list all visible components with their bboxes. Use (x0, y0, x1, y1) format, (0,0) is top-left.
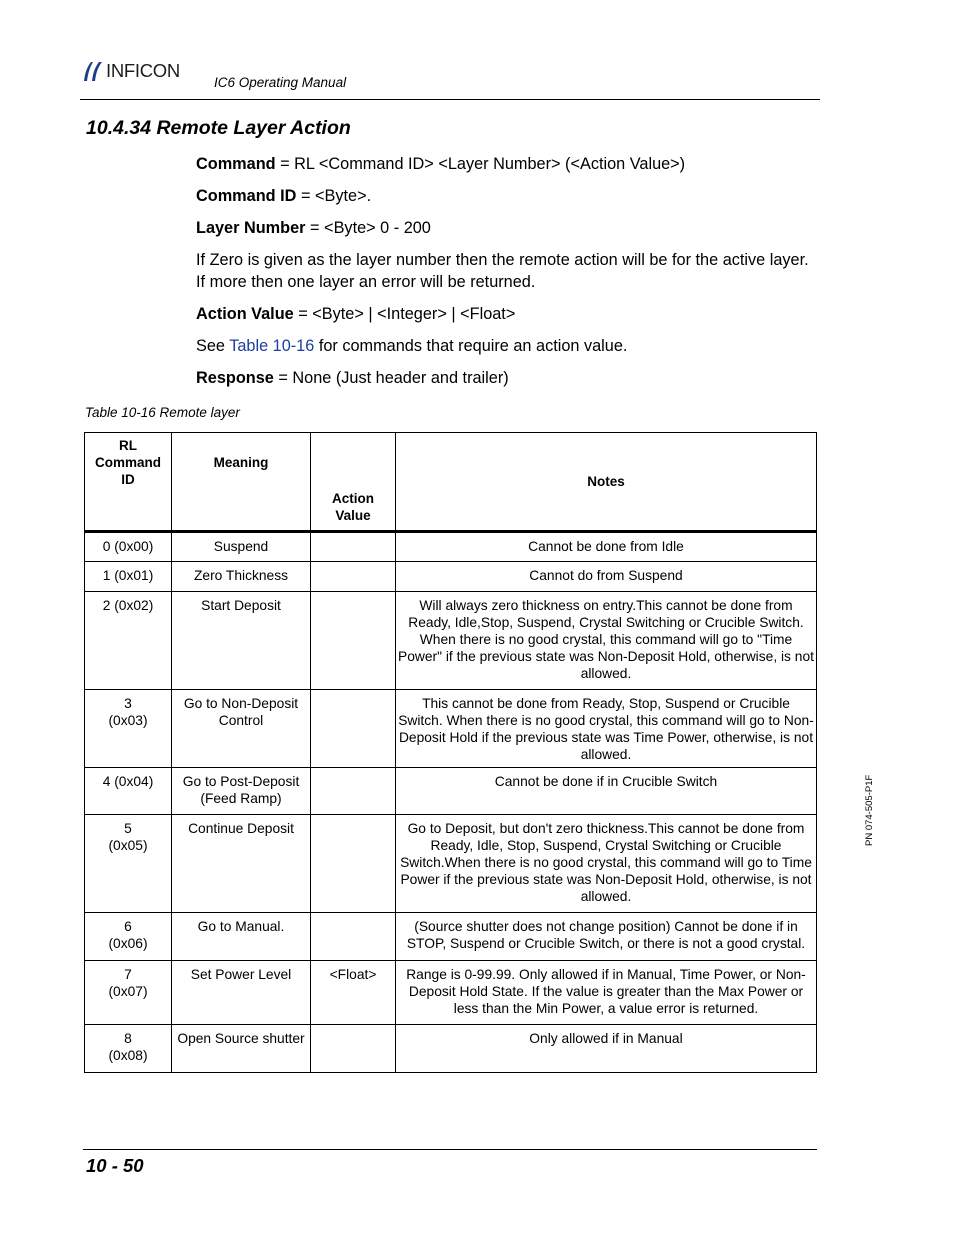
cell-action (311, 690, 396, 768)
cell-meaning: Go to Post-Deposit (Feed Ramp) (172, 768, 311, 815)
cell-id: 4 (0x04) (85, 768, 172, 815)
cell-notes: Cannot be done if in Crucible Switch (396, 768, 817, 815)
header-action-value: Action Value (311, 433, 396, 532)
command-line: Command = RL <Command ID> <Layer Number> (<Action Value>) (196, 155, 686, 173)
manual-title: IC6 Operating Manual (214, 75, 347, 90)
cell-meaning: Go to Non-Deposit Control (172, 690, 311, 768)
command-id-line: Command ID = <Byte>. (196, 187, 372, 205)
cell-notes: Range is 0-99.99. Only allowed if in Manual, Time Power, or Non-Deposit Hold State. If the value is greater than the Max Power or less than the Min Power, a value error is returned. (396, 961, 817, 1025)
inficon-mark-icon (82, 59, 104, 83)
cell-meaning: Zero Thickness (172, 562, 311, 592)
cell-notes: (Source shutter does not change position) Cannot be done if in STOP, Suspend or Crucible Switch, or there is not a good crystal. (396, 913, 817, 961)
table-row (85, 768, 817, 815)
cell-meaning: Start Deposit (172, 592, 311, 690)
cell-id: 5 (0x05) (85, 815, 172, 913)
remote-layer-table (84, 432, 817, 1073)
page-number: 10 - 50 (86, 1155, 144, 1176)
cell-action (311, 532, 396, 562)
cell-id: 3 (0x03) (85, 690, 172, 768)
cell-action: <Float> (311, 961, 396, 1025)
cell-id: 1 (0x01) (85, 562, 172, 592)
table-row (85, 562, 817, 592)
cell-action (311, 562, 396, 592)
cell-id: 8 (0x08) (85, 1025, 172, 1073)
cell-action (311, 1025, 396, 1073)
cell-meaning: Continue Deposit (172, 815, 311, 913)
table-row (85, 961, 817, 1025)
cell-meaning: Suspend (172, 532, 311, 562)
cell-id: 6 (0x06) (85, 913, 172, 961)
logo-text: INFICON (106, 59, 180, 81)
cell-notes: Go to Deposit, but don't zero thickness.This cannot be done from Ready, Idle, Stop, Suspend, Crystal Switching or Crucible Switch.When there is no good crystal, this command will go to Time Power if the previous state was Non-Deposit Hold, otherwise, is not allowed. (396, 815, 817, 913)
cell-action (311, 592, 396, 690)
cell-action (311, 768, 396, 815)
cell-action (311, 815, 396, 913)
cell-id: 2 (0x02) (85, 592, 172, 690)
section-title: 10.4.34 Remote Layer Action (86, 117, 351, 139)
part-number: PN 074-505-P1F (864, 774, 875, 846)
see-line: See Table 10-16 for commands that require an action value. (196, 337, 628, 355)
table-row (85, 690, 817, 768)
cell-notes: Cannot be done from Idle (396, 532, 817, 562)
cell-notes: Only allowed if in Manual (396, 1025, 817, 1073)
cell-id: 7 (0x07) (85, 961, 172, 1025)
header-meaning: Meaning (172, 433, 311, 532)
table-row (85, 815, 817, 913)
table-row (85, 1025, 817, 1073)
action-value-line: Action Value = <Byte> | <Integer> | <Float> (196, 305, 516, 323)
cell-notes: Will always zero thickness on entry.This cannot be done from Ready, Idle,Stop, Suspend, Crystal Switching or Crucible Switch. When there is no good crystal, this command will go to "Time Power" if the previous state was Non-Deposit Hold, otherwise, is not allowed. (396, 592, 817, 690)
cell-id: 0 (0x00) (85, 532, 172, 562)
cell-meaning: Set Power Level (172, 961, 311, 1025)
header-command-id: RL Command ID (85, 433, 172, 532)
zero-note: If Zero is given as the layer number then the remote action will be for the active layer. If more then one layer an error will be returned. (196, 251, 809, 291)
body-text (196, 153, 816, 389)
response-line: Response = None (Just header and trailer) (196, 369, 509, 387)
table-header-row (85, 433, 817, 532)
cell-notes: Cannot do from Suspend (396, 562, 817, 592)
cell-notes: This cannot be done from Ready, Stop, Suspend or Crucible Switch. When there is no good crystal, this command will go to Non-Deposit Hold if the previous state was Time Power, otherwise, is not allowed. (396, 690, 817, 768)
cell-action (311, 913, 396, 961)
table-link[interactable]: Table 10-16 (229, 337, 315, 355)
layer-number-line: Layer Number = <Byte> 0 - 200 (196, 219, 431, 237)
header-notes: Notes (396, 433, 817, 532)
header-rule (80, 99, 820, 100)
cell-meaning: Go to Manual. (172, 913, 311, 961)
cell-meaning: Open Source shutter (172, 1025, 311, 1073)
table-row (85, 592, 817, 690)
table-row (85, 913, 817, 961)
footer-rule (83, 1149, 817, 1150)
table-caption: Table 10-16 Remote layer (85, 405, 240, 420)
table-row (85, 532, 817, 562)
inficon-logo (82, 58, 180, 84)
